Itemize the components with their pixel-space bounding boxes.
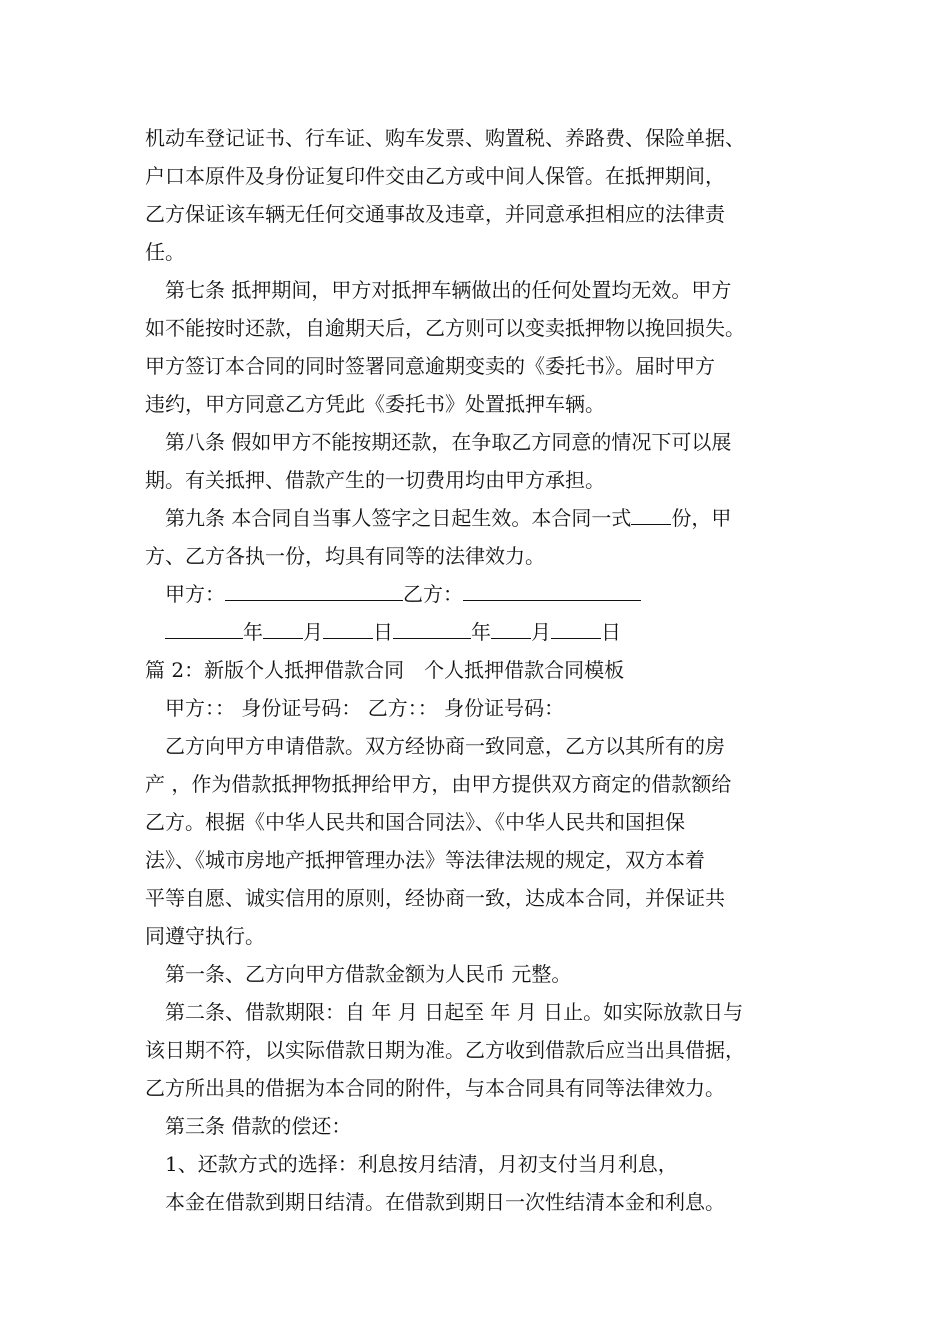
clause-9-text: 第九条 本合同自当事人签字之日起生效。本合同一式 [165,506,632,530]
clause-8-line: 第八条 假如甲方不能按期还款，在争取乙方同意的情况下可以展 [165,430,732,454]
day-label: 日 [601,620,621,644]
day-blank [323,620,373,639]
article-3-line: 第三条 借款的偿还： [165,1114,352,1138]
day-blank [551,620,601,639]
text-line: 户口本原件及身份证复印件交由乙方或中间人保管。在抵押期间， [145,164,725,188]
month-blank [491,620,531,639]
text-line: 方、乙方各执一份，均具有同等的法律效力。 [145,544,545,568]
year-label: 年 [471,620,491,644]
year-blank [165,620,243,639]
text-line: 本金在借款到期日结清。在借款到期日一次性结清本金和利息。 [165,1190,725,1214]
text-line: 如不能按时还款，自逾期天后，乙方则可以变卖抵押物以挽回损失。 [145,316,745,340]
party-a-label: 甲方： [165,582,225,606]
date-line [165,618,855,646]
month-label: 月 [303,620,323,644]
text-line: 违约，甲方同意乙方凭此《委托书》处置抵押车辆。 [145,392,605,416]
signature-line [165,580,855,608]
text-line: 该日期不符，以实际借款日期为准。乙方收到借款后应当出具借据， [145,1038,745,1062]
preamble-line: 乙方向甲方申请借款。双方经协商一致同意，乙方以其所有的房 [165,734,725,758]
month-blank [263,620,303,639]
parties-line: 甲方：： 身份证号码： 乙方：： 身份证号码： [165,696,565,720]
text-line: 任。 [145,240,185,264]
year-blank [393,620,471,639]
party-a-signature-blank [225,582,403,601]
text-line: 平等自愿、诚实信用的原则，经协商一致，达成本合同，并保证共 [145,886,725,910]
day-label: 日 [373,620,393,644]
party-b-signature-blank [463,582,641,601]
copies-blank [631,506,671,525]
text-line: 期。有关抵押、借款产生的一切费用均由甲方承担。 [145,468,605,492]
text-line: 甲方签订本合同的同时签署同意逾期变卖的《委托书》。届时甲方 [145,354,715,378]
repayment-method-line: 1、还款方式的选择：利息按月结清，月初支付当月利息， [165,1152,678,1176]
clause-9-text-end: 份，甲 [671,506,732,530]
year-label: 年 [243,620,263,644]
month-label: 月 [531,620,551,644]
text-line: 机动车登记证书、行车证、购车发票、购置税、养路费、保险单据、 [145,126,745,150]
party-b-label: 乙方： [403,582,463,606]
text-line: 法》、《城市房地产抵押管理办法》等法律法规的规定，双方本着 [145,848,705,872]
clause-9-line [165,504,855,532]
text-line: 乙方所出具的借据为本合同的附件，与本合同具有同等法律效力。 [145,1076,725,1100]
clause-7-line: 第七条 抵押期间，甲方对抵押车辆做出的任何处置均无效。甲方 [165,278,732,302]
text-line: 同遵守执行。 [145,924,265,948]
text-line: 乙方。根据《中华人民共和国合同法》、《中华人民共和国担保 [145,810,685,834]
text-line: 产 ，作为借款抵押物抵押给甲方，由甲方提供双方商定的借款额给 [145,772,732,796]
section-heading: 篇 2：新版个人抵押借款合同 个人抵押借款合同模板 [145,658,625,682]
text-line: 乙方保证该车辆无任何交通事故及违章，并同意承担相应的法律责 [145,202,725,226]
article-1-line: 第一条、乙方向甲方借款金额为人民币 元整。 [165,962,572,986]
article-2-line: 第二条、借款期限：自 年 月 日起至 年 月 日止。如实际放款日与 [165,1000,744,1024]
